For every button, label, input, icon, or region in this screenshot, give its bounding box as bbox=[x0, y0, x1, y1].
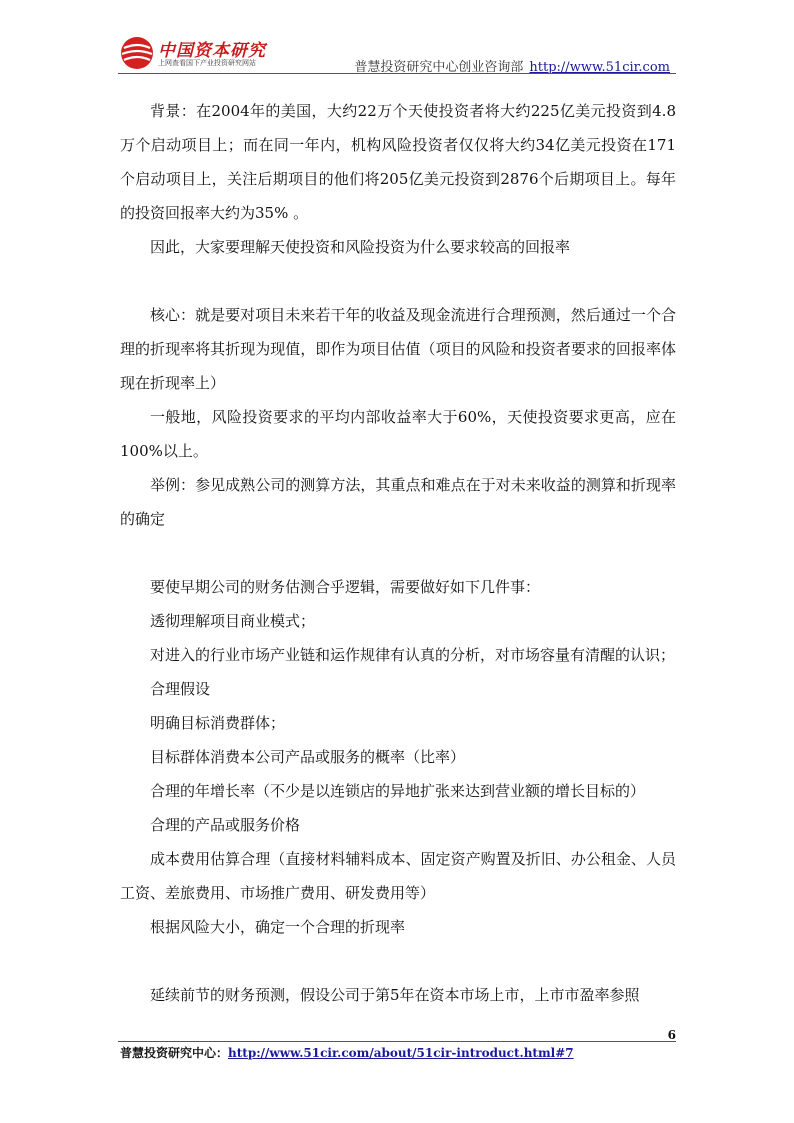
list-item: 合理假设 bbox=[150, 680, 211, 698]
list-item: 明确目标消费群体； bbox=[150, 714, 286, 732]
footer-label: 普慧投资研究中心： bbox=[120, 1046, 229, 1060]
logo-mark-icon bbox=[118, 34, 156, 72]
blank-line bbox=[120, 944, 676, 978]
paragraph-therefore: 因此，大家要理解天使投资和风险投资为什么要求较高的回报率 bbox=[150, 238, 571, 256]
header-department: 普慧投资研究中心创业咨询部 bbox=[354, 60, 524, 75]
blank-line bbox=[120, 264, 676, 298]
list-item: 对进入的行业市场产业链和运作规律有认真的分析，对市场容量有清醒的认识； bbox=[150, 646, 676, 664]
footer-divider bbox=[118, 1041, 676, 1042]
list-item: 透彻理解项目商业模式； bbox=[150, 612, 316, 630]
list-item: 成本费用估算合理（直接材料辅料成本、固定资产购置及折旧、办公租金、人员工资、差旅费用、市场推广费用、研发费用等） bbox=[120, 850, 676, 902]
list-item: 合理的年增长率（不少是以连锁店的异地扩张来达到营业额的增长目标的） bbox=[150, 782, 646, 800]
list-item: 根据风险大小，确定一个合理的折现率 bbox=[150, 918, 406, 936]
header-divider bbox=[118, 73, 676, 74]
paragraph-continuation: 延续前节的财务预测，假设公司于第5年在资本市场上市，上市市盈率参照 bbox=[150, 986, 640, 1004]
document-body bbox=[120, 94, 676, 1012]
footer-link[interactable]: http://www.51cir.com/about/51cir-introduct.html#7 bbox=[228, 1046, 574, 1060]
list-item: 合理的产品或服务价格 bbox=[150, 816, 301, 834]
paragraph-background: 背景：在2004年的美国，大约22万个天使投资者将大约225亿美元投资到4.8万个启动项目上；而在同一年内，机构风险投资者仅仅将大约34亿美元投资在171个启动项目上，关注后期项目的他们将205亿美元投资到2876个后期项目上。每年的投资回报率大约为35% 。 bbox=[120, 102, 676, 222]
page-number: 6 bbox=[667, 1028, 676, 1042]
paragraph-example: 举例：参见成熟公司的测算方法，其重点和难点在于对未来收益的测算和折现率的确定 bbox=[120, 476, 676, 528]
header-link[interactable]: http://www.51cir.com bbox=[529, 60, 670, 75]
paragraph-requirements: 要使早期公司的财务估测合乎逻辑，需要做好如下几件事： bbox=[150, 578, 541, 596]
paragraph-generally: 一般地，风险投资要求的平均内部收益率大于60%，天使投资要求更高，应在100%以上。 bbox=[120, 408, 676, 460]
footer bbox=[120, 1044, 574, 1061]
list-item: 目标群体消费本公司产品或服务的概率（比率） bbox=[150, 748, 466, 766]
paragraph-core: 核心：就是要对项目未来若干年的收益及现金流进行合理预测，然后通过一个合理的折现率将其折现为现值，即作为项目估值（项目的风险和投资者要求的回报率体现在折现率上） bbox=[120, 306, 676, 392]
blank-line bbox=[120, 536, 676, 570]
logo bbox=[118, 34, 278, 72]
logo-text: 中国资本研究 bbox=[158, 41, 266, 61]
logo-subtitle: 上网查看国下产业投资研究网站 bbox=[158, 59, 256, 67]
